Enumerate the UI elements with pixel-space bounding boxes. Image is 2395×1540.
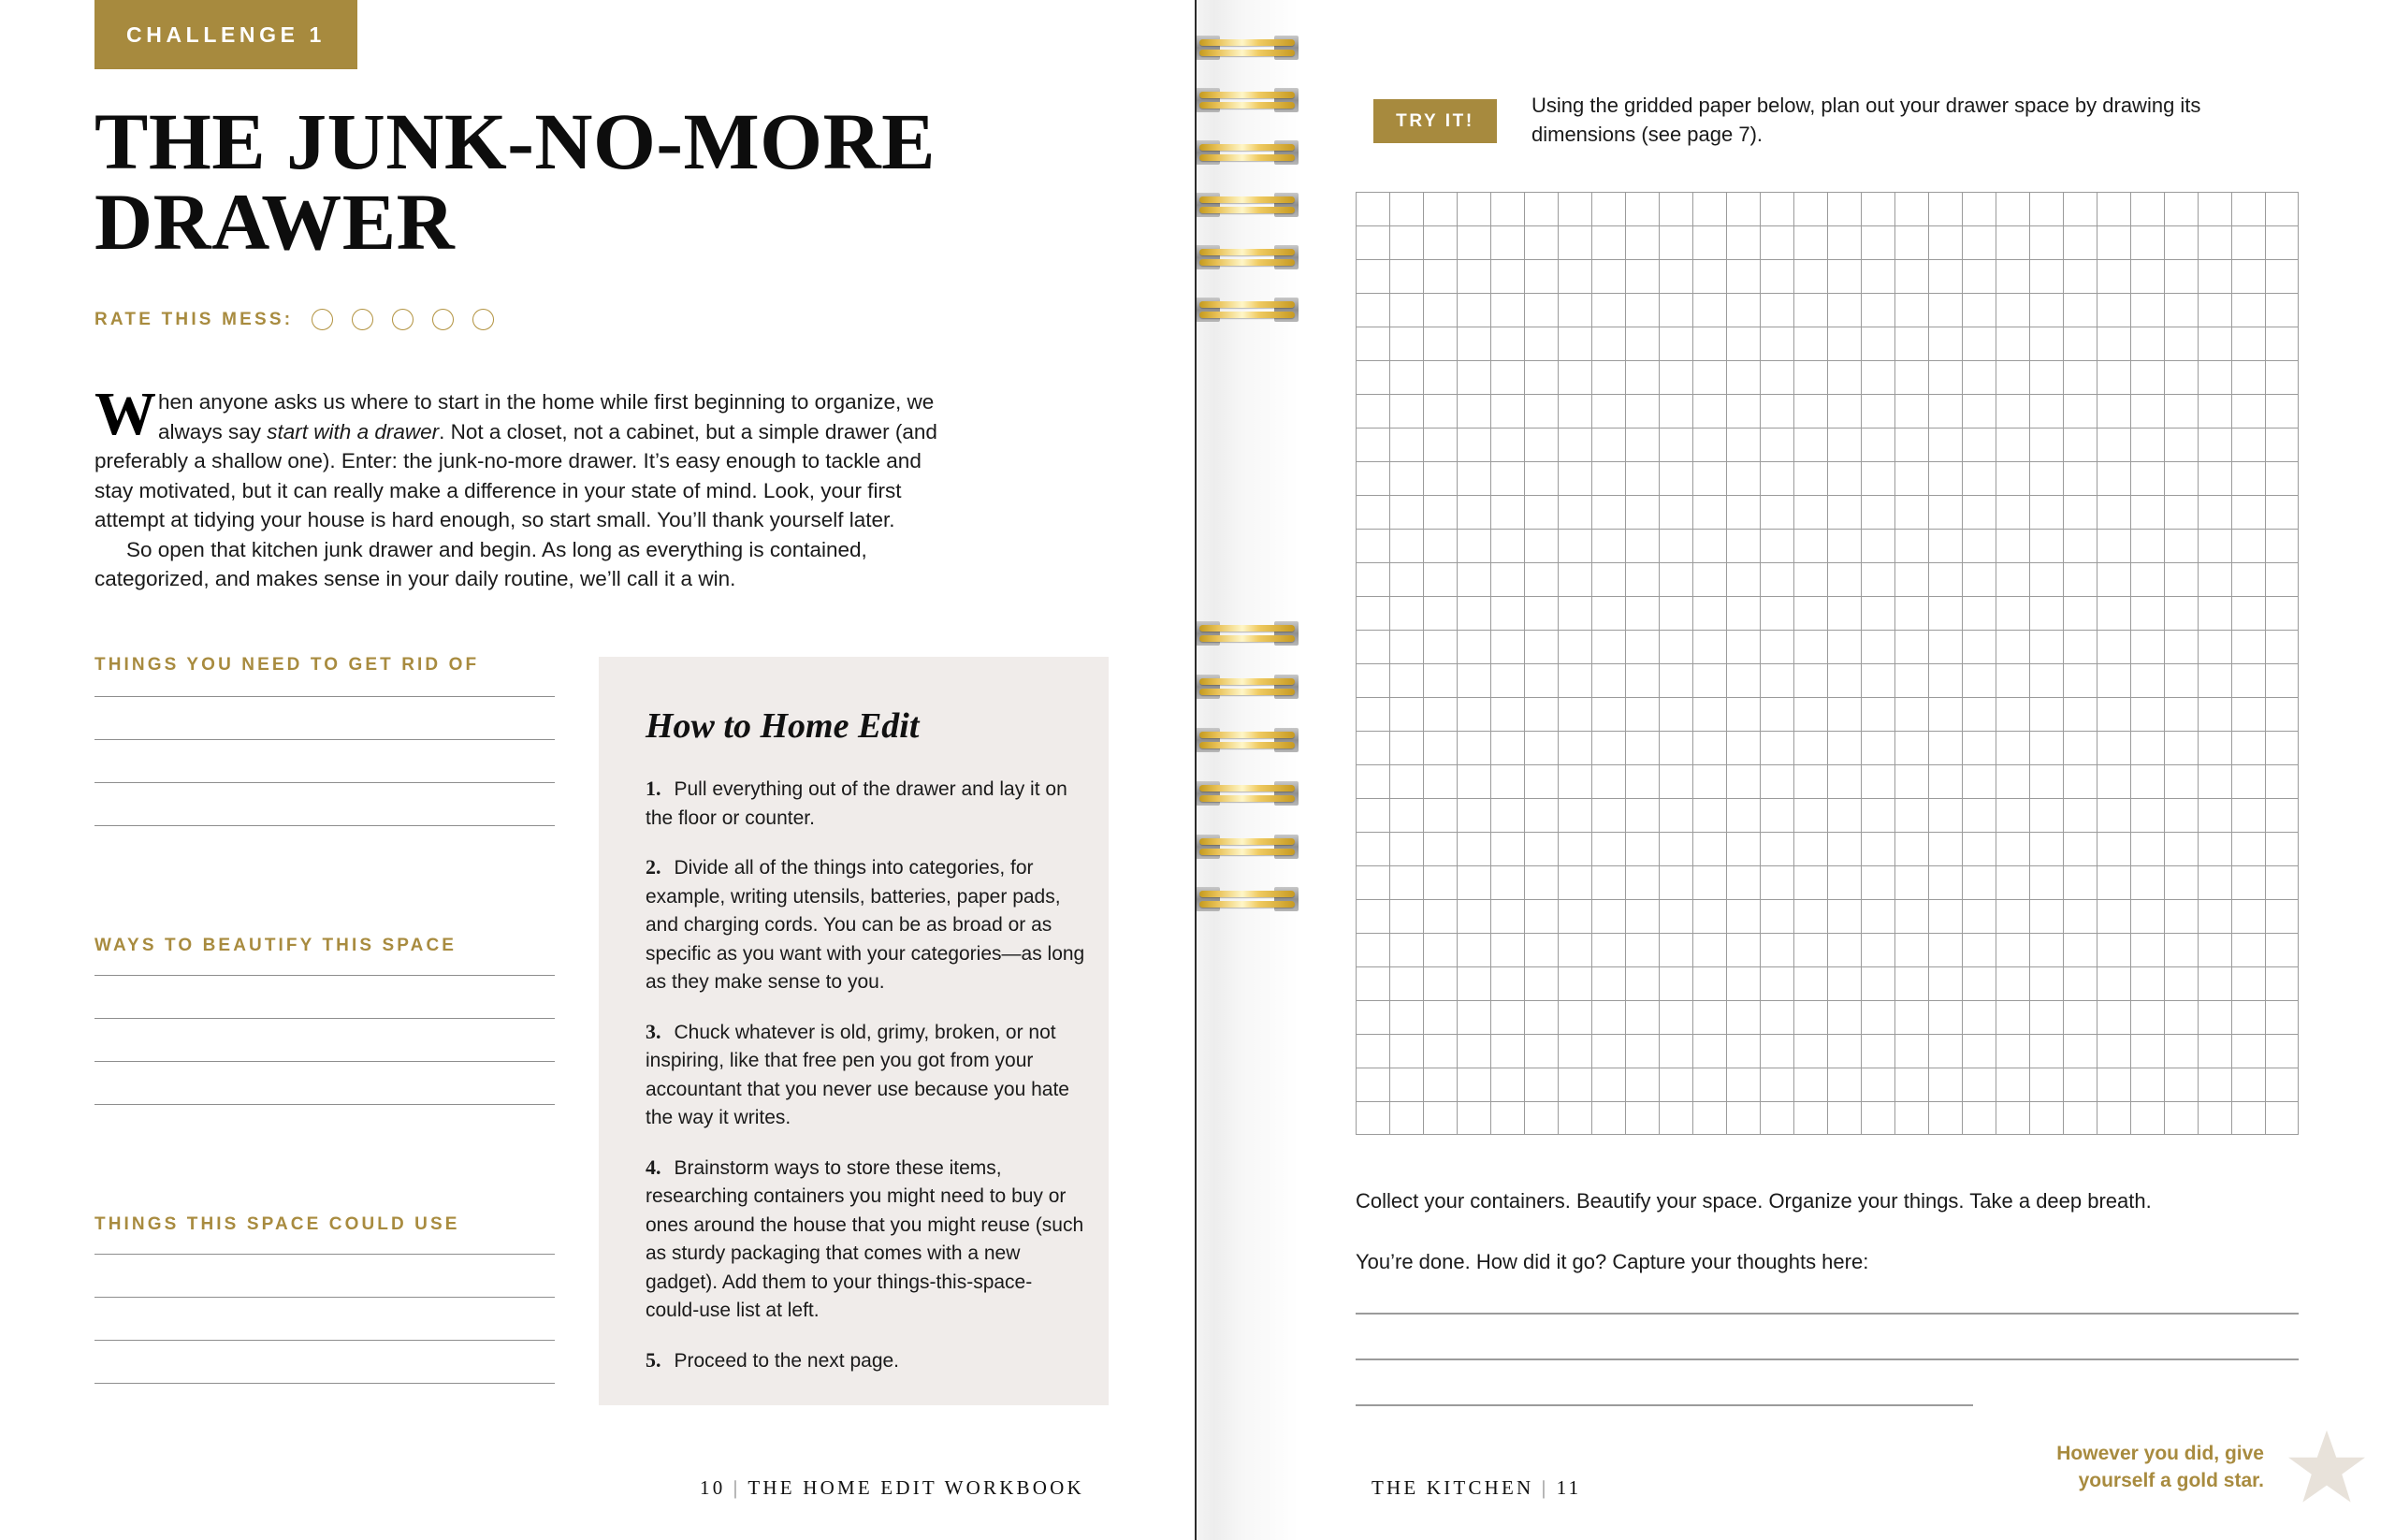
how-to-step-3	[646, 1018, 1085, 1133]
heading-things-space-could-use: THINGS THIS SPACE COULD USE	[94, 1214, 460, 1234]
coil-wire-top	[1199, 838, 1295, 845]
intro-paragraph-1-part-b: . Not a closet, not a cabinet, but a simple drawer (and preferably a shallow one). Enter: the junk-no-more drawer. It’s easy enough to tackle and stay motivated, but it can really make a difference in your state of mind. Look, your first attempt at tidying your house is hard enough, so start small. You’ll thank yourself later.	[94, 419, 937, 531]
coil-wire-top	[1199, 301, 1295, 308]
coil-wire-bottom	[1199, 312, 1295, 318]
heading-ways-to-beautify: WAYS TO BEAUTIFY THIS SPACE	[94, 936, 457, 955]
coil-wire-bottom	[1199, 154, 1295, 161]
how-to-home-edit-steps	[646, 775, 1085, 1396]
coil-wire-bottom	[1199, 795, 1295, 802]
how-to-step-number-4: 4.	[646, 1155, 661, 1179]
write-line[interactable]	[94, 1340, 555, 1341]
write-line[interactable]	[94, 1104, 555, 1105]
rate-this-mess	[94, 309, 513, 330]
page-title: THE JUNK-NO-MORE DRAWER	[94, 96, 936, 267]
spiral-coil-icon	[1196, 781, 1299, 806]
coil-wire-bottom	[1199, 635, 1295, 642]
spine-fold-line	[1195, 0, 1197, 1540]
how-to-home-edit-box	[599, 657, 1109, 1405]
intro-paragraph-2: So open that kitchen junk drawer and begin. As long as everything is contained, categorized, and makes sense in your daily routine, we’ll call it a win.	[94, 537, 867, 590]
write-line[interactable]	[94, 1297, 555, 1298]
thought-write-line[interactable]	[1356, 1313, 2299, 1315]
coil-wire-bottom	[1199, 901, 1295, 908]
how-to-step-text-5: Proceed to the next page.	[674, 1349, 900, 1372]
coil-wire-top	[1199, 625, 1295, 632]
coil-wire-top	[1199, 678, 1295, 685]
spiral-coil-icon	[1196, 835, 1299, 859]
rate-this-mess-label: RATE THIS MESS:	[94, 309, 294, 329]
coil-wire-top	[1199, 249, 1295, 255]
challenge-badge: CHALLENGE 1	[94, 0, 357, 69]
coil-wire-bottom	[1199, 259, 1295, 266]
coil-wire-top	[1199, 732, 1295, 738]
rate-circle-3[interactable]	[392, 309, 414, 330]
footer-right	[1372, 1476, 1581, 1500]
how-to-step-1	[646, 775, 1085, 833]
gridded-paper-area[interactable]	[1356, 192, 2299, 1135]
coil-wire-top	[1199, 39, 1295, 46]
footer-book-title: THE HOME EDIT WORKBOOK	[748, 1476, 1084, 1499]
how-to-step-2	[646, 853, 1085, 997]
intro-paragraph-1	[94, 380, 946, 535]
footer-page-number-right: 11	[1556, 1476, 1582, 1499]
write-line[interactable]	[94, 696, 555, 697]
spiral-binding-strip	[1196, 0, 1299, 1540]
write-line[interactable]	[94, 1383, 555, 1384]
spiral-coil-icon	[1196, 245, 1299, 269]
coil-wire-bottom	[1199, 102, 1295, 109]
how-to-step-4	[646, 1154, 1085, 1326]
footer-left	[700, 1476, 1084, 1500]
write-line[interactable]	[94, 975, 555, 976]
rate-circle-2[interactable]	[352, 309, 373, 330]
rate-circle-1[interactable]	[312, 309, 333, 330]
how-to-step-number-2: 2.	[646, 855, 661, 879]
write-lines-get-rid-of[interactable]	[94, 696, 555, 868]
footer-section-title: THE KITCHEN	[1372, 1476, 1534, 1499]
write-line[interactable]	[94, 825, 555, 826]
how-to-step-number-1: 1.	[646, 777, 661, 800]
gold-star-note-line-1: However you did, give	[2056, 1443, 2264, 1464]
how-to-step-text-3: Chuck whatever is old, grimy, broken, or not inspiring, like that free pen you got from your accountant that you never use because you hate the way it writes.	[646, 1021, 1069, 1128]
try-it-instructions: Using the gridded paper below, plan out your drawer space by drawing its dimensions (see page 7).	[1531, 94, 2201, 146]
footer-separator: |	[733, 1476, 741, 1499]
thought-write-lines[interactable]	[1356, 1313, 2299, 1450]
star-icon	[2286, 1429, 2367, 1505]
intro-body-copy	[94, 380, 946, 594]
spiral-coil-icon	[1196, 88, 1299, 112]
spiral-coil-icon	[1196, 298, 1299, 322]
how-to-step-text-1: Pull everything out of the drawer and lay it on the floor or counter.	[646, 778, 1067, 829]
coil-wire-bottom	[1199, 207, 1295, 213]
gold-star-note-line-2: yourself a gold star.	[2078, 1470, 2264, 1491]
write-lines-could-use[interactable]	[94, 1254, 555, 1426]
write-line[interactable]	[94, 1254, 555, 1255]
write-line[interactable]	[94, 739, 555, 740]
coil-wire-top	[1199, 144, 1295, 151]
coil-wire-bottom	[1199, 849, 1295, 855]
spiral-coil-icon	[1196, 728, 1299, 752]
write-line[interactable]	[94, 1061, 555, 1062]
write-line[interactable]	[94, 782, 555, 783]
footer-separator-right: |	[1541, 1476, 1549, 1499]
try-it-badge: TRY IT!	[1373, 99, 1497, 143]
spiral-coil-icon	[1196, 140, 1299, 165]
gold-star-note	[1965, 1440, 2264, 1494]
how-to-step-text-2: Divide all of the things into categories, for example, writing utensils, batteries, paper pads, and charging cords. You can be as broad or as specific as you want with your categories—as long as they make sense to you.	[646, 857, 1085, 993]
rate-circle-4[interactable]	[432, 309, 454, 330]
write-line[interactable]	[94, 1018, 555, 1019]
coil-wire-top	[1199, 196, 1295, 203]
thought-write-line[interactable]	[1356, 1358, 2299, 1360]
rate-circle-group[interactable]	[312, 309, 513, 330]
collect-containers-text: Collect your containers. Beautify your space. Organize your things. Take a deep breath.	[1356, 1189, 2152, 1213]
footer-page-number: 10	[700, 1476, 726, 1499]
spiral-coil-icon	[1196, 887, 1299, 911]
heading-things-to-get-rid-of: THINGS YOU NEED TO GET RID OF	[94, 655, 480, 675]
how-to-step-number-5: 5.	[646, 1347, 661, 1372]
coil-wire-top	[1199, 785, 1295, 792]
spiral-coil-icon	[1196, 675, 1299, 699]
drop-cap: W	[94, 380, 156, 448]
thought-write-line[interactable]	[1356, 1404, 1973, 1406]
coil-wire-bottom	[1199, 742, 1295, 748]
how-to-step-text-4: Brainstorm ways to store these items, researching containers you might need to buy or ones around the house that you might reuse (such as sturdy packaging that comes with a new gadget). Add them to your things-this-space-could-use list at left.	[646, 1156, 1084, 1321]
coil-wire-bottom	[1199, 50, 1295, 56]
spiral-coil-icon	[1196, 193, 1299, 217]
capture-thoughts-prompt: You’re done. How did it go? Capture your thoughts here:	[1356, 1250, 1869, 1273]
intro-paragraph-1-part-a: hen anyone asks us where to start in the home while first beginning to organize, we always say	[158, 390, 935, 443]
rate-circle-5[interactable]	[472, 309, 494, 330]
coil-wire-top	[1199, 891, 1295, 897]
coil-wire-top	[1199, 92, 1295, 98]
coil-wire-bottom	[1199, 689, 1295, 695]
intro-paragraph-1-italic: start with a drawer	[267, 419, 440, 443]
how-to-step-5	[646, 1346, 1085, 1376]
spiral-coil-icon	[1196, 621, 1299, 646]
how-to-step-number-3: 3.	[646, 1019, 661, 1043]
how-to-home-edit-title: How to Home Edit	[646, 706, 920, 746]
spiral-coil-icon	[1196, 36, 1299, 60]
write-lines-beautify[interactable]	[94, 975, 555, 1147]
